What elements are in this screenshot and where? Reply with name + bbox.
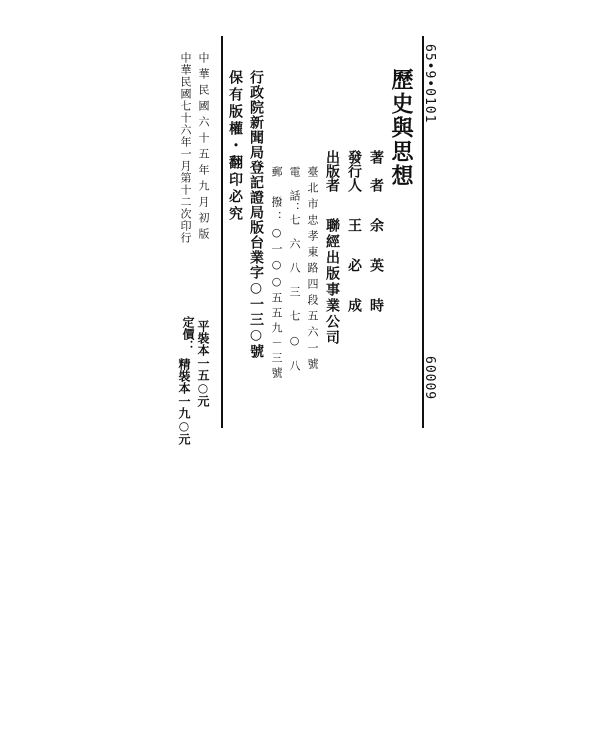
publisher-person-label: 發行人 — [346, 150, 362, 192]
publisher-phone: 電 話：七 六 八 三 七 ○ 八 — [288, 166, 301, 372]
paperback-price: 一五○元 — [196, 357, 210, 407]
publisher-name: 聯經出版事業公司 — [324, 218, 340, 346]
author-name: 余 英 時 — [368, 218, 384, 318]
catalog-code-top: 65•9•0101 — [422, 44, 437, 124]
reprint-edition: 中華民國七十六年一月第十二次印行 — [179, 52, 192, 244]
price-label: 定價： — [181, 316, 195, 352]
paperback-price-label: 平裝本 — [196, 320, 210, 356]
copyright-notice: 保有版權・翻印必究 — [227, 70, 243, 223]
first-edition: 中華民國六十五年九月初版 — [197, 52, 210, 244]
publisher-label: 出版者 — [324, 150, 340, 192]
catalog-code-bottom: 60009 — [422, 356, 437, 401]
hardcover-price: 一九○元 — [177, 395, 191, 445]
postal-transfer: 郵 撥：○一○○五五九－三號 — [270, 166, 283, 382]
publisher-person-name: 王 必 成 — [346, 218, 362, 318]
registration-number: 行政院新聞局登記證局版台業字○一三○號 — [248, 70, 264, 359]
hardcover-price-label: 精裝本 — [177, 358, 191, 394]
publisher-address: 臺北市忠孝東路四段五六一號 — [306, 166, 319, 374]
author-label: 著 者 — [368, 150, 384, 192]
book-title: 歷史與思想 — [388, 68, 414, 188]
